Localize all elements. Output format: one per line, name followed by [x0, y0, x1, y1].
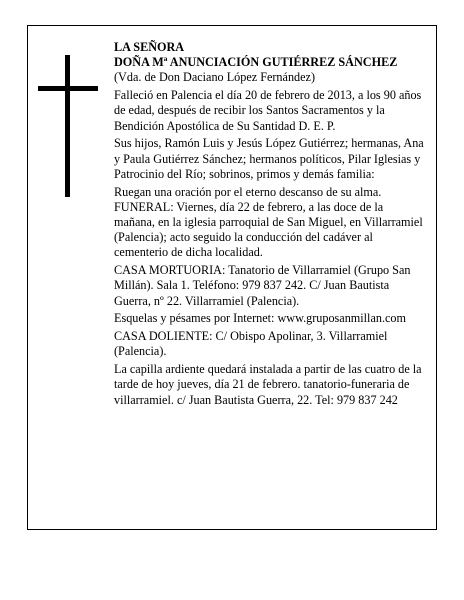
widow-of-line: (Vda. de Don Daciano López Fernández) — [114, 70, 316, 85]
family-home-address: CASA DOLIENTE: C/ Obispo Apolinar, 3. Villarramiel (Palencia). — [114, 329, 388, 359]
deceased-name: DOÑA Mª ANUNCIACIÓN GUTIÉRREZ SÁNCHEZ — [114, 55, 398, 70]
obituary-text — [114, 40, 424, 410]
funeral-details: Ruegan una oración por el eterno descanso de su alma. FUNERAL: Viernes, día 22 de febrero, a las doce de la mañana, en la iglesia parroquial de San Miguel, en Villarramiel (Palencia); acto seguido la conducción del cadáver al cementerio de dicha localidad. — [114, 184, 423, 260]
family-list: Sus hijos, Ramón Luis y Jesús López Gutiérrez; hermanas, Ana y Paula Gutiérrez Sánchez; hermanos políticos, Pilar Iglesias y Patrocinio del Río; sobrinos, primos y demás familia: — [114, 136, 424, 181]
cross-horizontal-bar — [38, 86, 98, 91]
death-announcement: Falleció en Palencia el día 20 de febrero de 2013, a los 90 años de edad, después de recibir los Santos Sacramentos y la Bendición Apostólica de Su Santidad D. E. P. — [114, 88, 422, 133]
funeral-home-details: CASA MORTUORIA: Tanatorio de Villarramiel (Grupo San Millán). Sala 1. Teléfono: 979 837 242. C/ Juan Bautista Guerra, nº 22. Villarramiel (Palencia). — [114, 263, 411, 308]
wake-details: La capilla ardiente quedará instalada a partir de las cuatro de la tarde de hoy jueves, día 21 de febrero. tanatorio-funeraria de villarramiel. c/ Juan Bautista Guerra, 22. Tel: 979 837 242 — [114, 362, 422, 407]
obituary-title: LA SEÑORA — [114, 40, 185, 54]
cross-vertical-bar — [65, 55, 70, 197]
online-condolences: Esquelas y pésames por Internet: www.gruposanmillan.com — [114, 311, 406, 326]
